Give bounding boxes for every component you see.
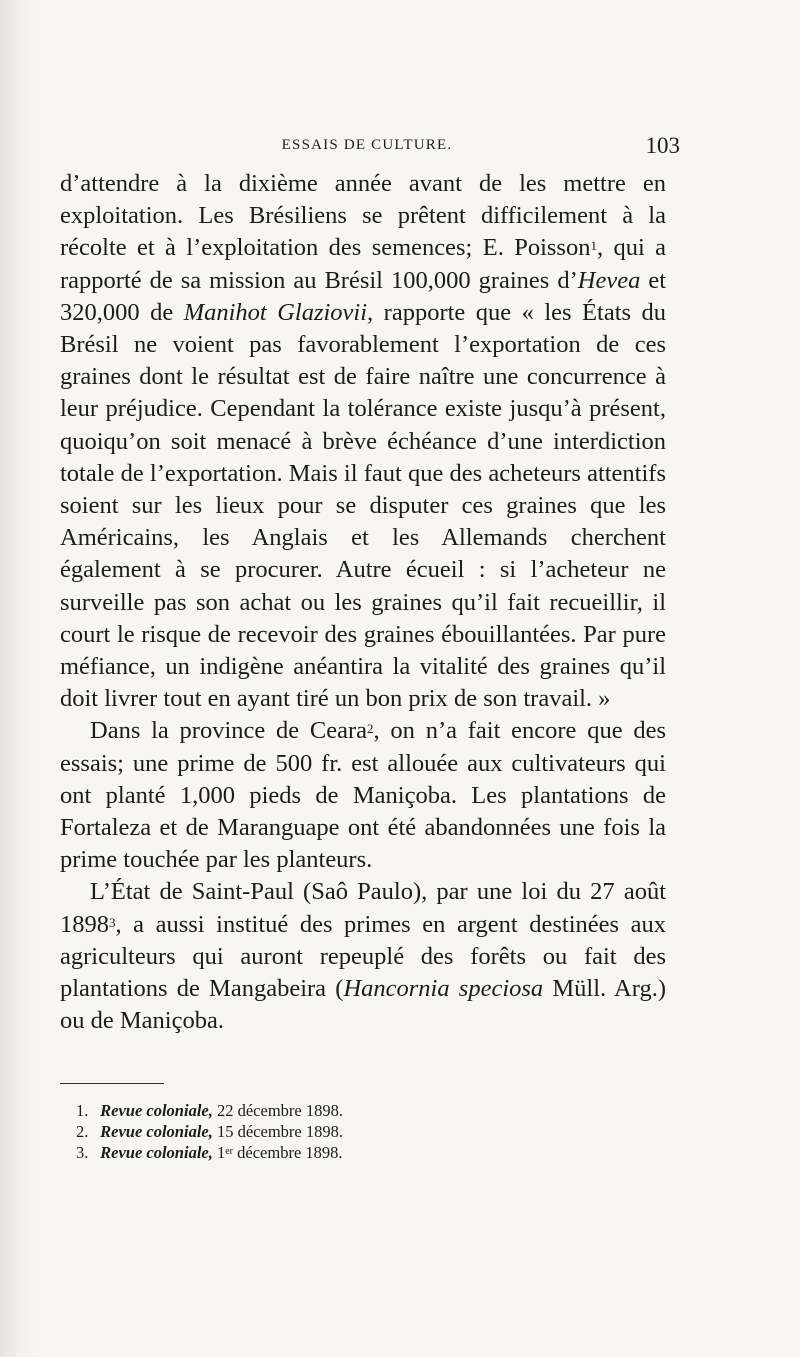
footnote-2 — [76, 1121, 576, 1142]
page-header — [60, 133, 680, 163]
footnote-source: Revue coloniale, — [100, 1143, 213, 1162]
p2-text-a: Dans la province de Ceara — [90, 717, 368, 745]
footnotes — [76, 1100, 576, 1163]
footnote-date-superscript: er — [225, 1146, 234, 1157]
paragraph-2 — [60, 715, 666, 876]
footnote-date: décembre 1898. — [233, 1143, 343, 1162]
page-edge-shadow — [0, 0, 36, 1357]
body-text — [60, 168, 666, 1037]
footnote-ref-1: 1 — [590, 238, 597, 254]
footnote-date: 15 décembre 1898. — [212, 1122, 343, 1141]
footnote-ref-3: 3 — [109, 914, 116, 930]
p3-text-c: Müll. Arg.) ou de Maniçoba. — [60, 975, 666, 1035]
p3-text-a: L’État de Saint-Paul (Saô Paulo), par une loi du 27 août 1898 — [60, 878, 666, 938]
footnote-number: 2. — [76, 1122, 89, 1141]
p1-italic-hevea: Hevea — [577, 266, 641, 294]
p1-text-a: d’attendre à la dixième année avant de les mettre en exploitation. Les Brésiliens se prêtent difficilement à la récolte et à l’exploitation des semences; E. Poisson — [60, 170, 666, 262]
footnote-3 — [76, 1142, 576, 1163]
p1-italic-manihot: Manihot Glaziovii, — [183, 298, 374, 326]
footnote-number: 3. — [76, 1143, 89, 1162]
footnote-1 — [76, 1100, 576, 1121]
paragraph-1 — [60, 168, 666, 715]
footnote-ref-2: 2 — [367, 721, 374, 737]
running-title: ESSAIS DE CULTURE. — [281, 137, 453, 153]
p3-text-b: , a aussi institué des primes en argent destinées aux agriculteurs qui auront repeuplé des forêts ou fait des plantations de Mangabeira ( — [60, 910, 666, 1003]
footnote-date: 22 décembre 1898. — [212, 1101, 343, 1120]
footnote-separator — [60, 1083, 164, 1084]
page-number: 103 — [645, 133, 680, 158]
footnote-source: Revue coloniale, — [100, 1101, 213, 1120]
p1-text-c: et 320,000 de — [60, 266, 666, 326]
footnote-number: 1. — [76, 1101, 89, 1120]
p3-italic-hancornia: Hancornia speciosa — [343, 975, 544, 1003]
paragraph-3 — [60, 876, 666, 1037]
footnote-source: Revue coloniale, — [100, 1122, 213, 1141]
p1-text-b: , qui a rapporté de sa mission au Brésil 100,000 graines d’ — [60, 234, 666, 294]
p1-text-d: rapporte que « les États du Brésil ne voient pas favorablement l’exportation de ces graines dont le résultat est de faire naître une concurrence à leur préjudice. Cependant la tolérance existe jusqu’à présent, quoiqu’on soit menacé à brève échéance d’une interdiction totale de l’exportation. Mais il faut que des acheteurs attentifs soient sur les lieux pour se disputer ces graines que les Américains, les Anglais et les Allemands cherchent également à se procurer. Autre écueil : si l’acheteur ne surveille pas son achat ou les graines qu’il fait recueillir, il court le risque de recevoir des graines ébouillantées. Par pure méfiance, un indigène anéantira la vitalité des graines qu’il doit livrer tout en ayant tiré un bon prix de son travail. » — [60, 298, 667, 713]
p2-text-b: , on n’a fait encore que des essais; une prime de 500 fr. est allouée aux cultivateurs qui ont planté 1,000 pieds de Maniçoba. Les plantations de Fortaleza et de Maranguape ont été abandonnées une fois la prime touchée par les planteurs. — [60, 717, 666, 874]
footnote-date-prefix: 1 — [212, 1143, 226, 1162]
